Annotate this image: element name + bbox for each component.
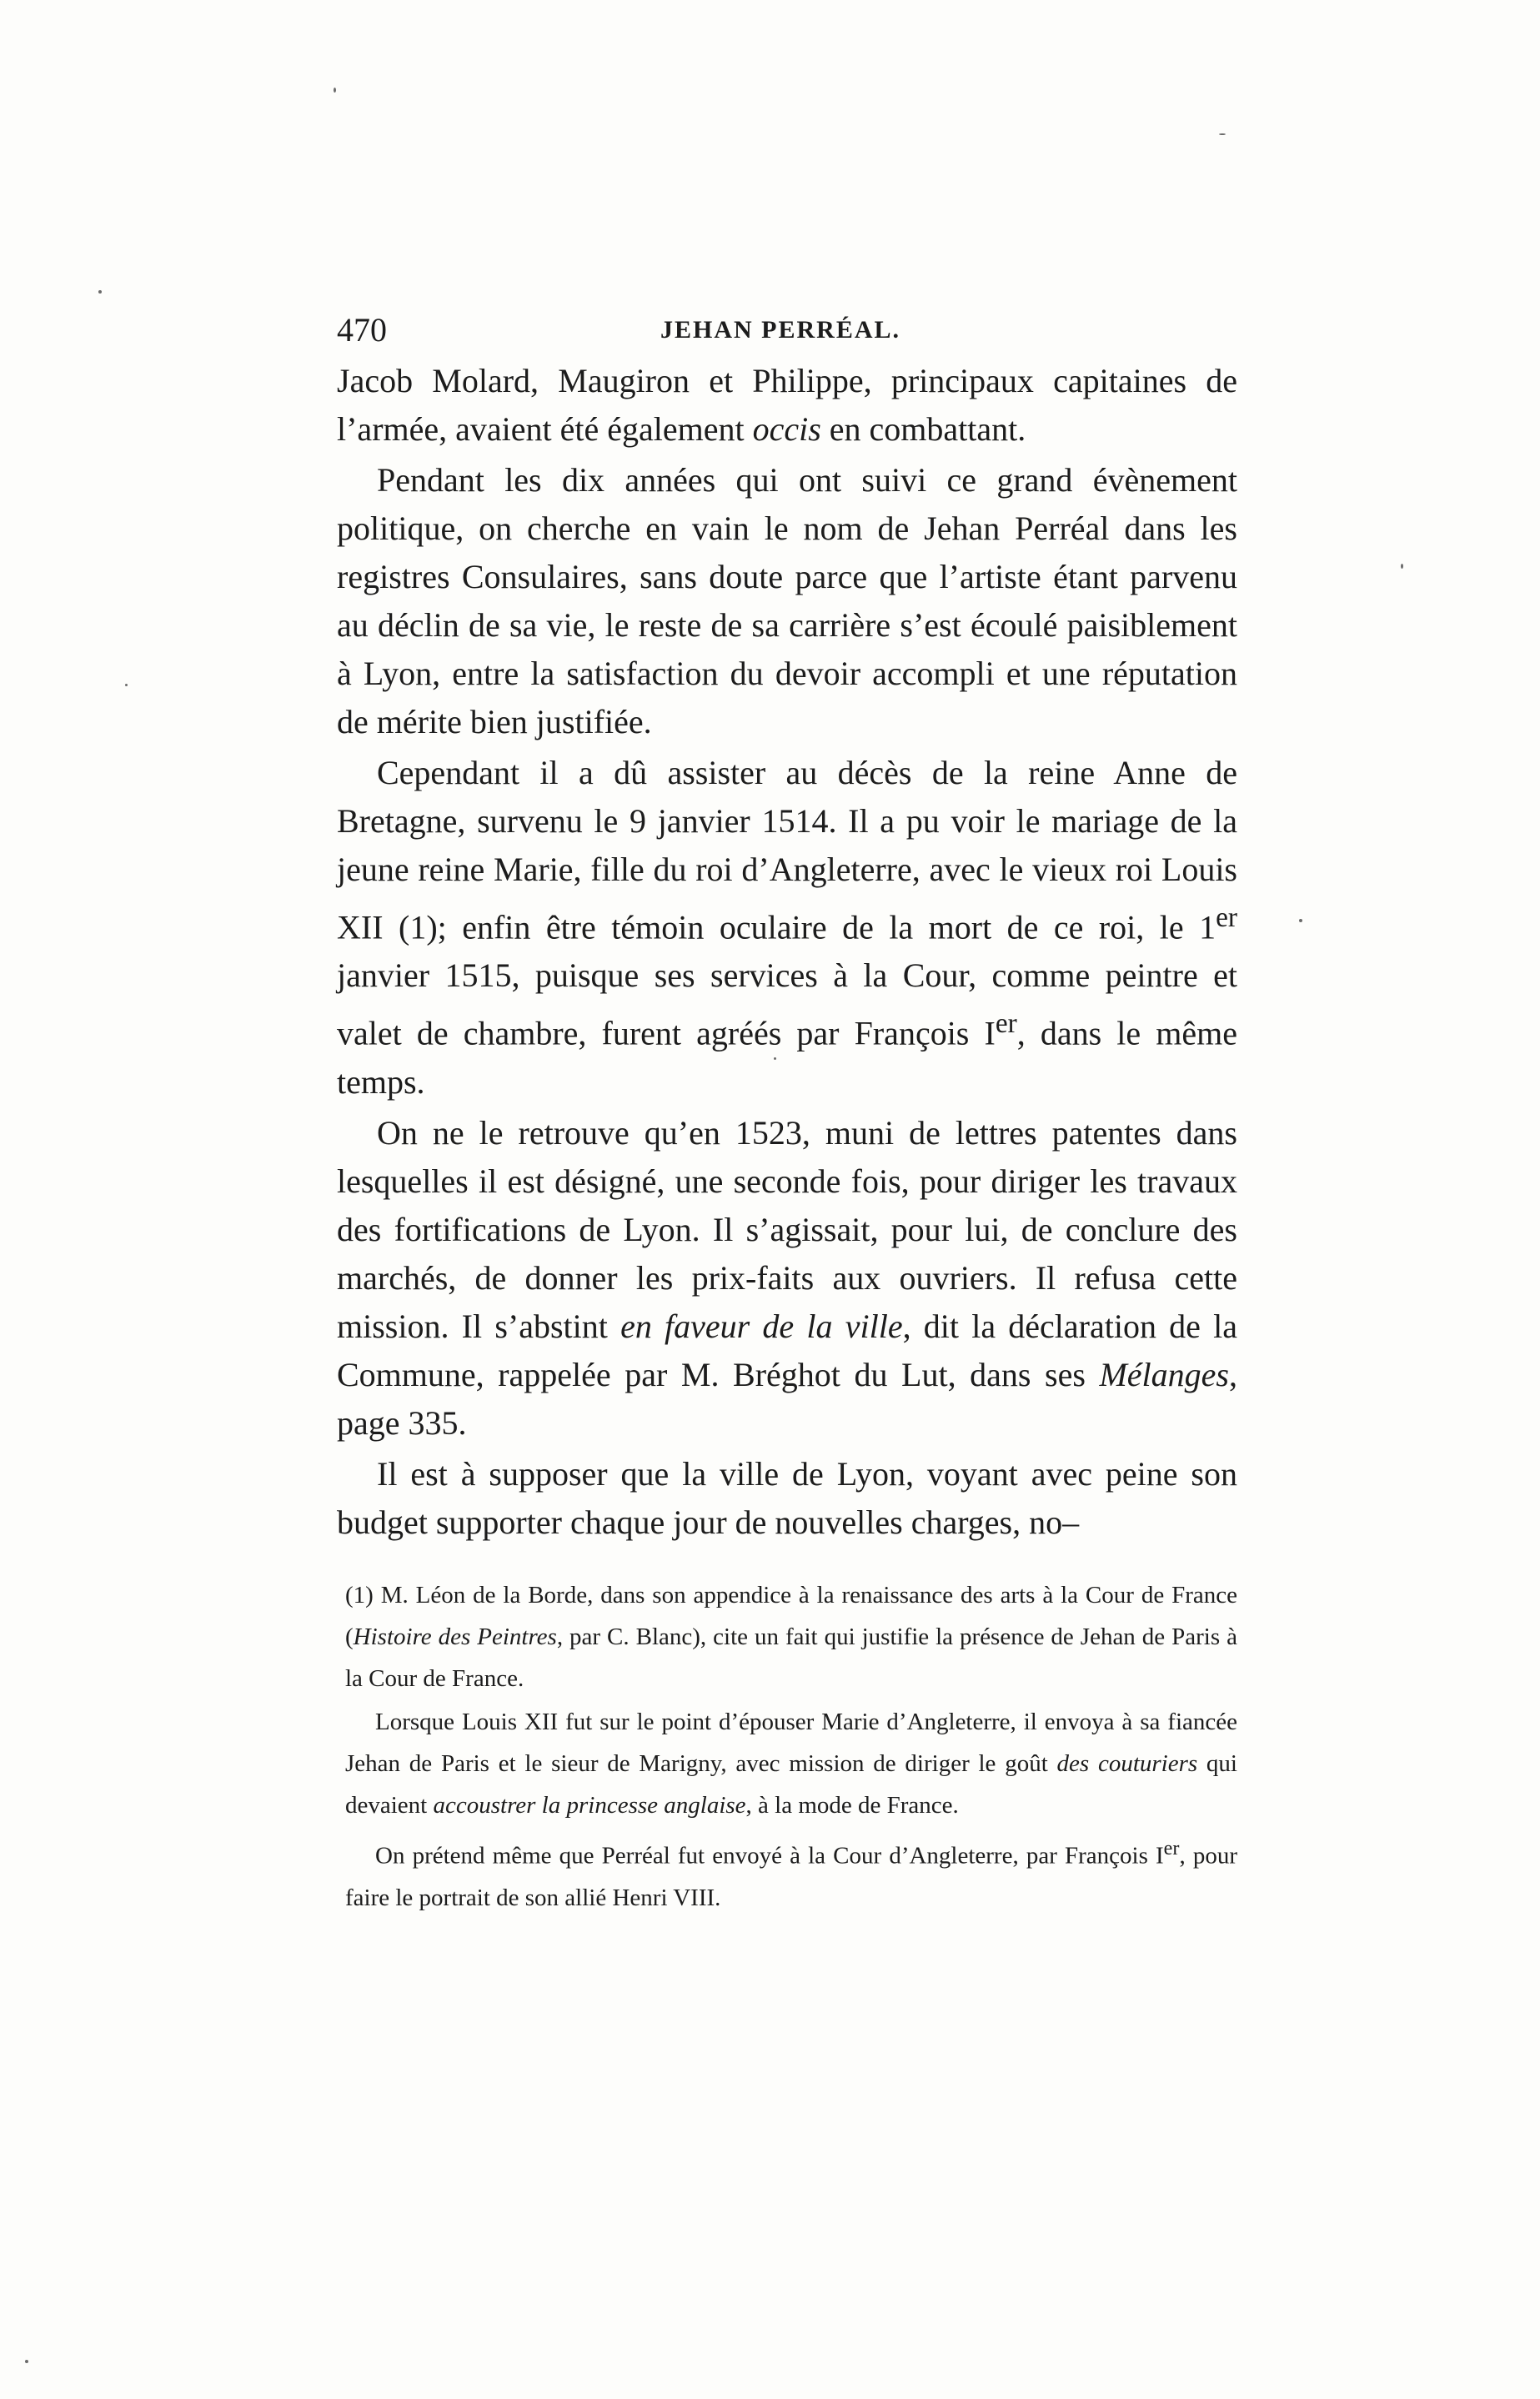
scan-speck	[334, 88, 336, 93]
body-text	[337, 357, 1237, 1549]
footnote-1	[345, 1574, 1237, 1699]
italic-text: accoustrer la princesse anglaise	[433, 1792, 746, 1819]
scan-speck	[1299, 919, 1302, 922]
scan-speck	[98, 290, 102, 294]
text-span: , à la mode de France.	[745, 1792, 959, 1819]
paragraph-5: Il est à supposer que la ville de Lyon, voyant avec peine son budget supporter chaque jour de nouvelles charges, no–	[337, 1454, 1237, 1541]
running-title: JEHAN PERRÉAL.	[660, 316, 901, 344]
italic-text: Histoire des Peintres	[353, 1624, 557, 1650]
paragraph-2: Pendant les dix années qui ont suivi ce grand évènement politique, on cherche en vain le nom de Jehan Perréal dans les registres Consulaires, sans doute parce que l’artiste étant parvenu au déclin de sa vie, le reste de sa carrière s’est écoulé paisiblement à Lyon, entre la satisfaction du devoir accompli et une réputation de mérite bien justifiée.	[337, 461, 1237, 740]
scan-speck	[25, 2360, 28, 2363]
text-span: en combattant.	[820, 410, 1026, 448]
page-header	[337, 305, 1237, 355]
scan-speck	[774, 1057, 776, 1060]
superscript: er	[1216, 902, 1237, 933]
text-span: Cependant il a dû assister au décès de la reine Anne de Bretagne, survenu le 9 janvier 1514. Il a pu voir le mariage de la jeune reine Marie, fille du roi d’Angleterre, avec le vieux roi Louis XII (1); enfin être témoin oculaire de la mort de ce roi, le 1	[337, 754, 1237, 946]
text-span: , dans le même temps.	[337, 1014, 1237, 1101]
scan-speck	[1401, 564, 1403, 569]
text-span: On prétend même que Perréal fut envoyé à la Cour d’Angleterre, par François I	[375, 1842, 1164, 1870]
text-span: On ne le retrouve qu’en 1523, muni de lettres patentes dans lesquelles il est désigné, une seconde fois, pour diriger les travaux des fortifications de Lyon. Il s’agissait, pour lui, de conclure des marchés, de donner les prix-faits aux ouvriers. Il refusa cette mission. Il s’abstint	[337, 1113, 1237, 1345]
footnote-3	[345, 1828, 1237, 1919]
text-span: , page 335.	[337, 1355, 1237, 1442]
scan-speck	[125, 684, 128, 686]
text-span: qui devaient	[345, 1750, 1237, 1819]
paragraph-4	[337, 1109, 1237, 1448]
italic-text: occis	[752, 410, 821, 448]
text-span: (1) M. Léon de la Borde, dans son appendice à la renaissance des arts à la Cour de France (	[345, 1582, 1237, 1650]
footnote-2	[345, 1701, 1237, 1826]
superscript: er	[995, 1008, 1017, 1040]
italic-text: Mélanges	[1099, 1355, 1229, 1393]
page-number: 470	[337, 311, 387, 349]
text-span: janvier 1515, puisque ses services à la Cour, comme peintre et valet de chambre, furent agréés par François I	[337, 956, 1237, 1052]
paragraph-1	[337, 357, 1237, 454]
text-span: Lorsque Louis XII fut sur le point d’épouser Marie d’Angleterre, il envoya à sa fiancée Jehan de Paris et le sieur de Marigny, avec mission de diriger le goût	[345, 1709, 1237, 1777]
italic-text: en faveur de la ville	[620, 1307, 903, 1345]
superscript: er	[1163, 1837, 1180, 1859]
paragraph-3	[337, 749, 1237, 1107]
text-span: , pour faire le portrait de son allié Henri VIII.	[345, 1842, 1237, 1911]
text-span: , dit la déclaration de la Commune, rappelée par M. Bréghot du Lut, dans ses	[337, 1307, 1238, 1393]
text-span: Jacob Molard, Maugiron et Philippe, principaux capitaines de l’armée, avaient été également	[337, 362, 1237, 448]
text-span: , par C. Blanc), cite un fait qui justifie la présence de Jehan de Paris à la Cour de France.	[345, 1624, 1237, 1692]
scan-speck	[1219, 133, 1226, 135]
footnotes	[345, 1574, 1237, 1920]
italic-text: des couturiers	[1056, 1750, 1198, 1777]
